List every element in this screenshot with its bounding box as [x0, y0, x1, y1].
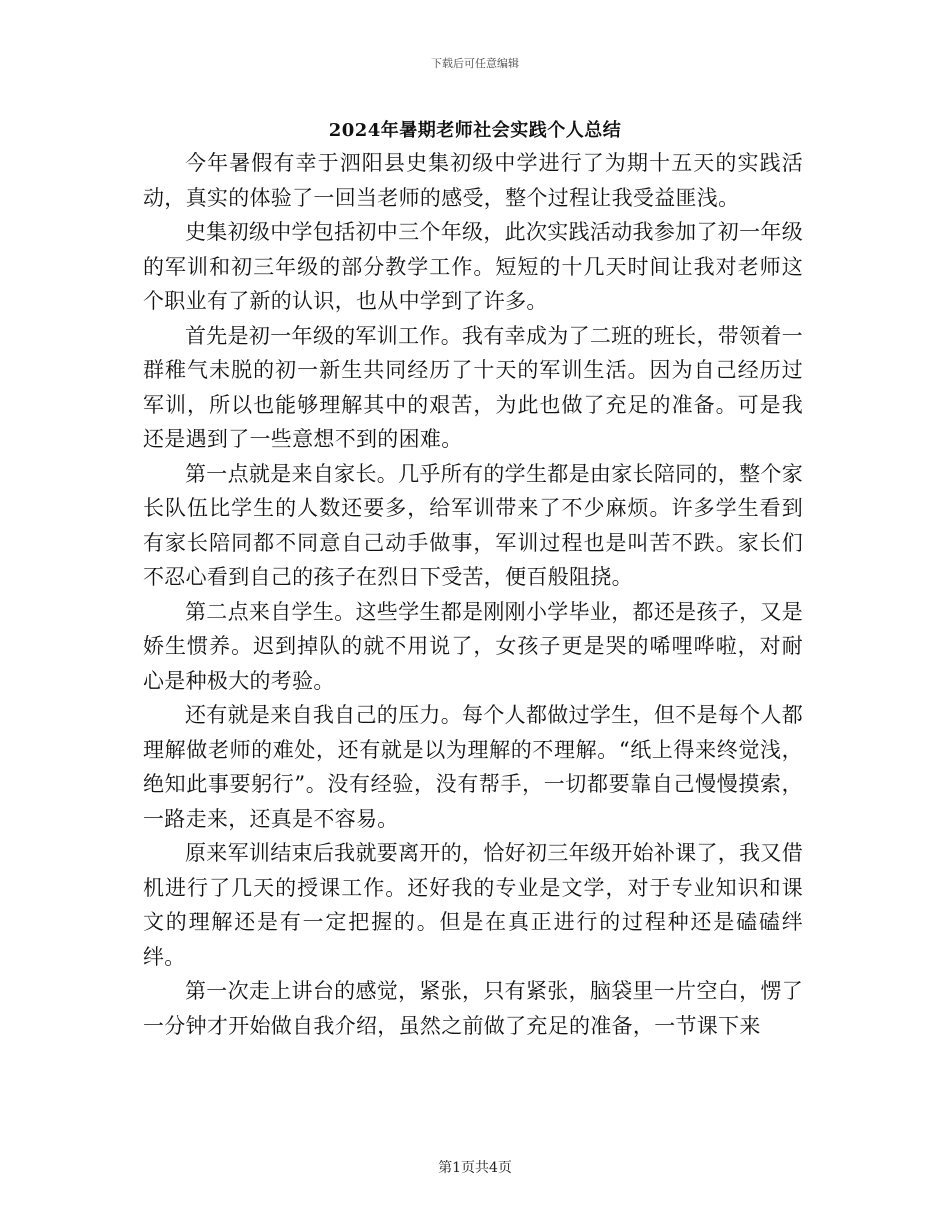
paragraph-6: 还有就是来自我自己的压力。每个人都做过学生，但不是每个人都理解做老师的难处，还有就是以为理解的不理解。“纸上得来终觉浅，绝知此事要躬行”。没有经验，没有帮手，一切都要靠自己慢慢摸索，一路走来，还真是不容易。 [143, 703, 803, 831]
paragraph-7: 原来军训结束后我就要离开的，恰好初三年级开始补课了，我又借机进行了几天的授课工作。还好我的专业是文学，对于专业知识和课文的理解还是有一定把握的。但是在真正进行的过程种还是磕磕绊绊。 [143, 841, 803, 969]
page-header-note: 下载后可任意编辑 [431, 57, 519, 70]
paragraph-8: 第一次走上讲台的感觉，紧张，只有紧张，脑袋里一片空白，愣了一分钟才开始做自我介绍，虽然之前做了充足的准备，一节课下来 [143, 979, 803, 1038]
paragraph-5: 第二点来自学生。这些学生都是刚刚小学毕业，都还是孩子，又是娇生惯养。迟到掉队的就不用说了，女孩子更是哭的唏哩哗啦，对耐心是种极大的考验。 [143, 599, 803, 693]
paragraph-3: 首先是初一年级的军训工作。我有幸成为了二班的班长，带领着一群稚气未脱的初一新生共同经历了十天的军训生活。因为自己经历过军训，所以也能够理解其中的艰苦，为此也做了充足的准备。可是我还是遇到了一些意想不到的困难。 [143, 323, 803, 451]
paragraph-2: 史集初级中学包括初中三个年级，此次实践活动我参加了初一年级的军训和初三年级的部分教学工作。短短的十几天时间让我对老师这个职业有了新的认识，也从中学到了许多。 [143, 220, 803, 313]
document-title: 2024年暑期老师社会实践个人总结 [328, 120, 622, 141]
document-body [143, 146, 803, 1043]
paragraph-4: 第一点就是来自家长。几乎所有的学生都是由家长陪同的，整个家长队伍比学生的人数还要多，给军训带来了不少麻烦。许多学生看到有家长陪同都不同意自己动手做事，军训过程也是叫苦不跌。家长们不忍心看到自己的孩子在烈日下受苦，便百般阻挠。 [143, 461, 803, 589]
paragraph-1: 今年暑假有幸于泗阳县史集初级中学进行了为期十五天的实践活动，真实的体验了一回当老师的感受，整个过程让我受益匪浅。 [143, 151, 803, 210]
page-number-indicator: 第1页共4页 [438, 1160, 512, 1176]
